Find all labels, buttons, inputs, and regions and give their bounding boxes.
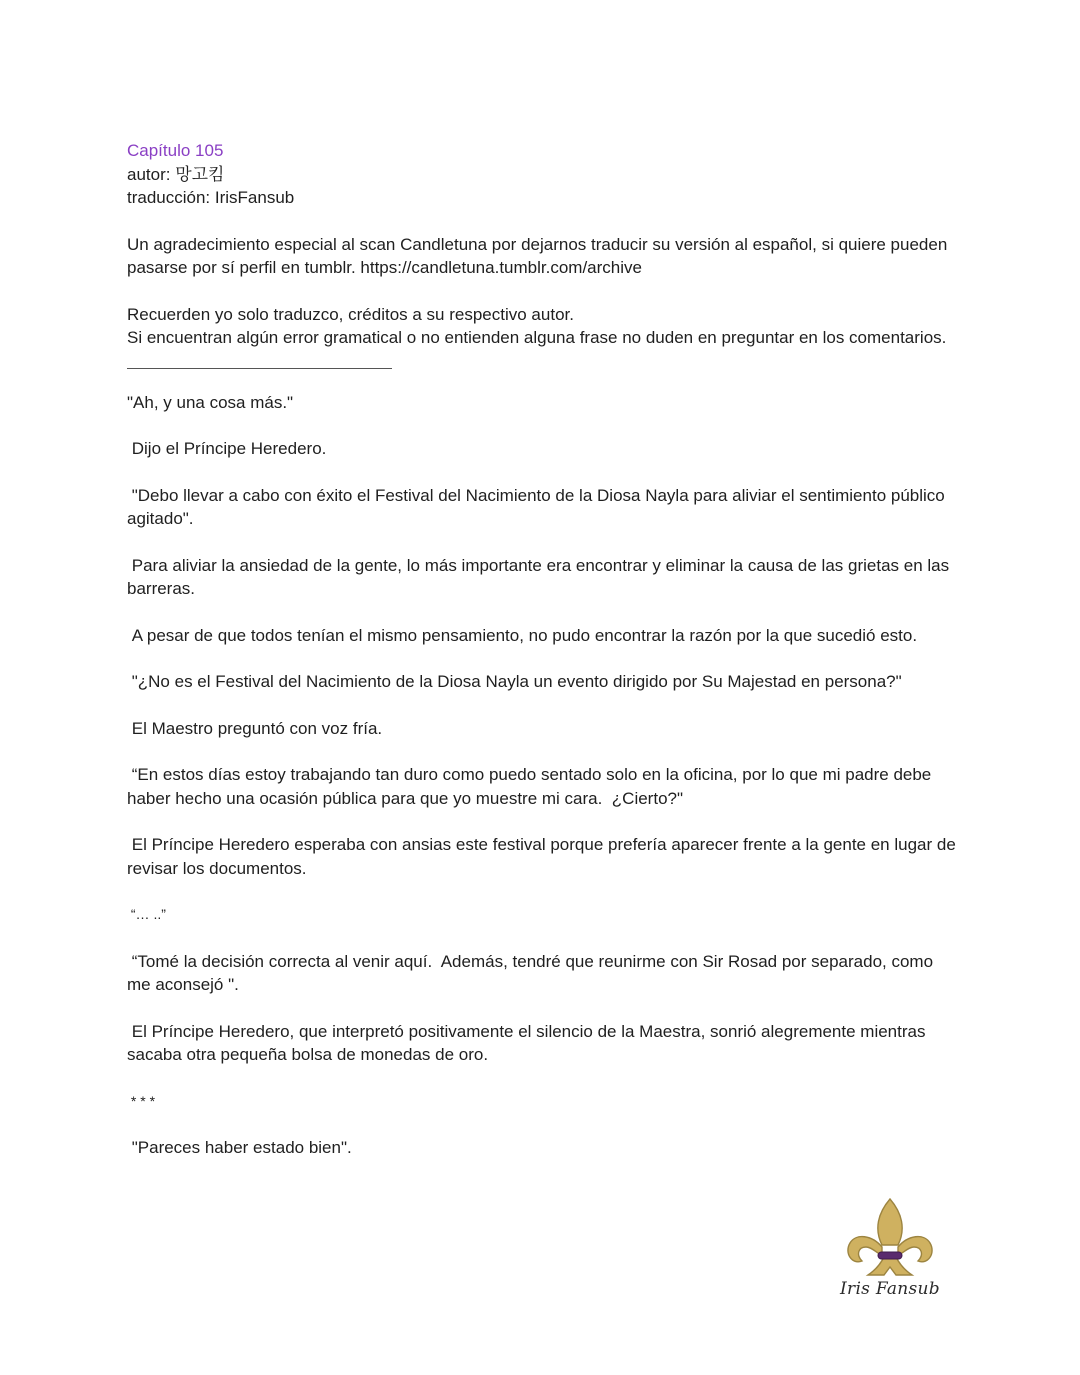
intro-thanks-paragraph: Un agradecimiento especial al scan Candletuna por dejarnos traducir su versión al español, si quiere pueden pasarse por sí perfil en tumblr. https://candletuna.tumblr.com/archive: [127, 234, 953, 277]
iris-fansub-logo: [838, 1195, 948, 1310]
logo-text: Iris Fansub: [840, 1279, 940, 1299]
story-paragraph: El Maestro preguntó con voz fría.: [127, 718, 383, 738]
story-paragraph: Para aliviar la ansiedad de la gente, lo más importante era encontrar y eliminar la causa de las grietas en las barreras.: [127, 555, 954, 598]
story-paragraph: “En estos días estoy trabajando tan duro como puedo sentado solo en la oficina, por lo que mi padre debe haber hecho una ocasión pública para que yo muestre mi cara. ¿Cierto?": [127, 765, 936, 808]
story-paragraph: “… ..”: [127, 906, 166, 922]
story-paragraph: "Ah, y una cosa más.": [127, 392, 294, 412]
story-paragraph: "Debo llevar a cabo con éxito el Festival del Nacimiento de la Diosa Nayla para aliviar el sentimiento público agitado".: [127, 485, 950, 528]
chapter-title: Capítulo 105: [127, 141, 224, 160]
story-paragraph: "¿No es el Festival del Nacimiento de la Diosa Nayla un evento dirigido por Su Majestad en persona?": [127, 672, 902, 691]
story-paragraph: “Tomé la decisión correcta al venir aquí. Además, tendré que reunirme con Sir Rosad por separado, como me aconsejó ".: [127, 951, 938, 994]
story-paragraph: "Pareces haber estado bien".: [127, 1138, 352, 1157]
translation-credit: traducción: IrisFansub: [127, 188, 295, 207]
author-line: autor: 망고킴: [127, 164, 225, 184]
fleur-de-lis-icon: [838, 1195, 942, 1281]
document-page: [127, 139, 961, 1160]
story-paragraph: Dijo el Príncipe Heredero.: [127, 439, 327, 458]
story-paragraph: El Príncipe Heredero esperaba con ansias este festival porque prefería aparecer frente a la gente en lugar de revisar los documentos.: [127, 835, 961, 878]
story-paragraph: A pesar de que todos tenían el mismo pensamiento, no pudo encontrar la razón por la que sucedió esto.: [127, 625, 918, 645]
intro-notice-paragraph: Recuerden yo solo traduzco, créditos a su respectivo autor. Si encuentran algún error gramatical o no entienden alguna frase no duden en preguntar en los comentarios.: [127, 304, 947, 347]
story-paragraph: El Príncipe Heredero, que interpretó positivamente el silencio de la Maestra, sonrió alegremente mientras sacaba otra pequeña bolsa de monedas de oro.: [127, 1021, 931, 1064]
scene-break: * * *: [127, 1092, 156, 1109]
section-divider: [127, 368, 392, 369]
